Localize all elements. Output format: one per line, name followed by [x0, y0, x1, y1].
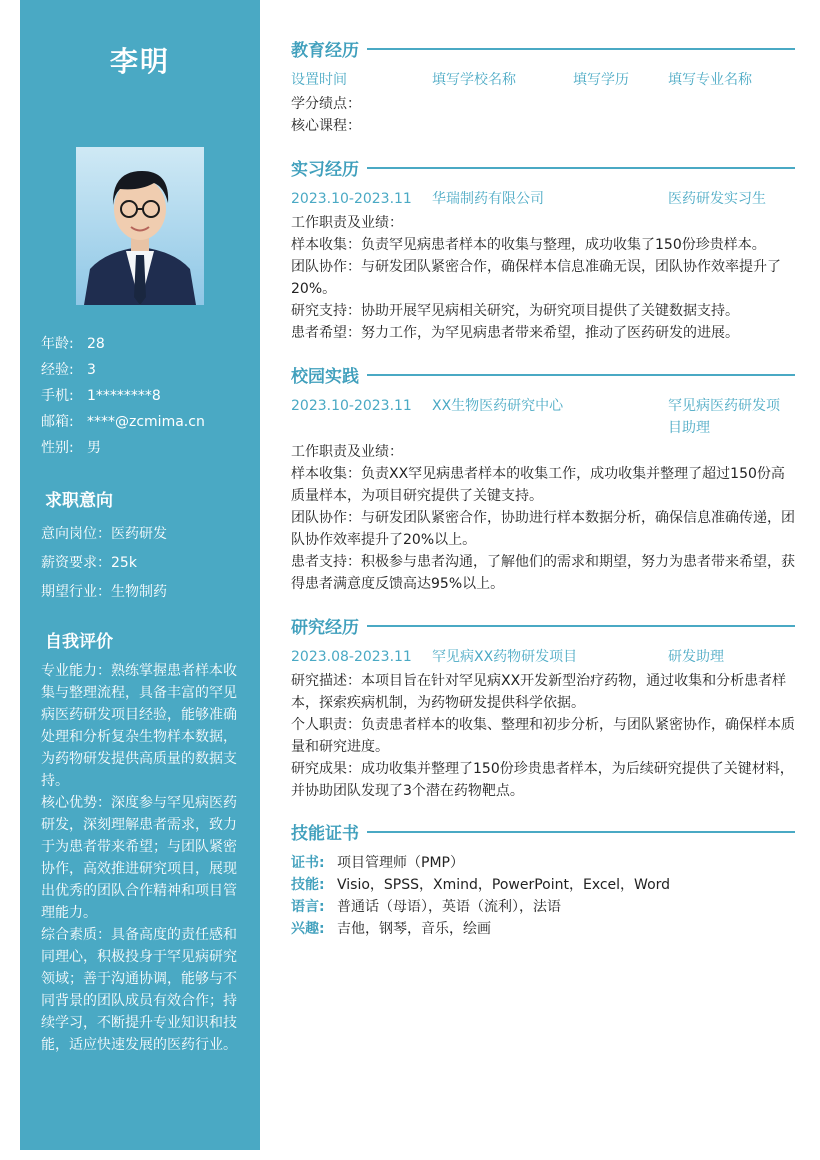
eval-professional: 专业能力：熟练掌握患者样本收集与整理流程，具备丰富的罕见病医药研发项目经验，能够准确处理和分析复杂生物样本数据，为药物研发提供高质量的数据支持。 [41, 663, 237, 789]
intent-position: 意向岗位：医药研发 [41, 526, 167, 542]
internship-time: 2023.10-2023.11 [291, 191, 412, 207]
info-email: 邮箱: ****@zcmima.cn [41, 414, 205, 430]
info-experience: 经验: 3 [41, 362, 96, 378]
detail-line: 样本收集：负责XX罕见病患者样本的收集工作，成功收集并整理了超过150份高质量样本，为项目研究提供了关键支持。 [291, 466, 785, 504]
internship-section-title: 实习经历 [291, 154, 795, 180]
detail-line: 研究描述：本项目旨在针对罕见病XX开发新型治疗药物，通过收集和分析患者样本，探索疾病机制，为药物研发提供科学依据。 [291, 673, 787, 711]
courses-label: 核心课程： [291, 118, 361, 134]
education-details [291, 93, 795, 137]
skill-row-interests: 兴趣: 吉他，钢琴，音乐，绘画 [291, 921, 491, 937]
intent-industry: 期望行业：生物制药 [41, 584, 167, 600]
candidate-name: 李明 [109, 45, 170, 78]
skills-section-title: 技能证书 [291, 818, 795, 844]
intent-salary: 薪资要求：25k [41, 555, 137, 571]
divider [367, 831, 795, 833]
research-details [291, 670, 795, 802]
detail-line: 研究成果：成功收集并整理了150份珍贵患者样本，为后续研究提供了关键材料，并协助团队发现了3个潜在药物靶点。 [291, 761, 794, 799]
skill-row-certificate: 证书: 项目管理师（PMP） [291, 855, 464, 871]
research-section-title: 研究经历 [291, 612, 795, 638]
detail-line: 团队协作：与研发团队紧密合作，协助进行样本数据分析，确保信息准确传递，团队协作效率提升了20%以上。 [291, 510, 795, 548]
detail-line: 工作职责及业绩： [291, 215, 403, 231]
skill-row-language: 语言: 普通话（母语），英语（流利），法语 [291, 899, 561, 915]
divider [367, 48, 795, 50]
eval-quality: 综合素质：具备高度的责任感和同理心，积极投身于罕见病研究领域；善于沟通协调，能够与不同背景的团队成员有效合作；持续学习，不断提升专业知识和技能，适应快速发展的医药行业。 [41, 927, 237, 1053]
education-major: 填写专业名称 [668, 72, 752, 88]
campus-role: 罕见病医药研发项目助理 [668, 398, 780, 436]
info-age: 年龄: 28 [41, 336, 105, 352]
divider [367, 625, 795, 627]
personal-info [41, 334, 205, 464]
divider [367, 374, 795, 376]
research-role: 研发助理 [668, 649, 724, 665]
detail-line: 工作职责及业绩： [291, 444, 403, 460]
campus-org: XX生物医药研究中心 [432, 398, 564, 414]
skill-row-skills: 技能: Visio，SPSS，Xmind，PowerPoint，Excel，Word [291, 877, 671, 893]
research-time: 2023.08-2023.11 [291, 649, 412, 665]
detail-line: 团队协作：与研发团队紧密合作，确保样本信息准确无误，团队协作效率提升了20%。 [291, 259, 781, 297]
job-intent [41, 524, 167, 611]
campus-meta [291, 395, 795, 439]
profile-photo [76, 147, 204, 305]
detail-line: 样本收集：负责罕见病患者样本的收集与整理，成功收集了150份珍贵样本。 [291, 237, 766, 253]
eval-advantage: 核心优势：深度参与罕见病医药研发，深刻理解患者需求，致力于为患者带来希望；与团队紧密协作，高效推进研究项目，展现出优秀的团队合作精神和项目管理能力。 [41, 795, 237, 921]
internship-company: 华瑞制药有限公司 [432, 191, 544, 207]
education-section-title: 教育经历 [291, 35, 795, 61]
detail-line: 患者希望：努力工作，为罕见病患者带来希望，推动了医药研发的进展。 [291, 325, 739, 341]
divider [367, 167, 795, 169]
intent-heading: 求职意向 [45, 491, 113, 511]
gpa-label: 学分绩点： [291, 96, 361, 112]
campus-time: 2023.10-2023.11 [291, 398, 412, 414]
sidebar [20, 0, 260, 1150]
info-phone: 手机: 1********8 [41, 388, 161, 404]
self-evaluation [41, 660, 241, 1056]
education-degree: 填写学历 [573, 72, 629, 88]
education-time: 设置时间 [291, 72, 347, 88]
info-gender: 性别: 男 [41, 440, 101, 456]
detail-line: 研究支持：协助开展罕见病相关研究，为研究项目提供了关键数据支持。 [291, 303, 739, 319]
self-eval-heading: 自我评价 [45, 632, 113, 652]
campus-section-title: 校园实践 [291, 361, 795, 387]
internship-role: 医药研发实习生 [668, 191, 766, 207]
skills-list [291, 852, 670, 940]
detail-line: 患者支持：积极参与患者沟通，了解他们的需求和期望，努力为患者带来希望，获得患者满意度反馈高达95%以上。 [291, 554, 795, 592]
campus-details [291, 441, 795, 595]
research-project: 罕见病XX药物研发项目 [432, 649, 578, 665]
education-school: 填写学校名称 [432, 72, 516, 88]
portrait-image [76, 147, 204, 305]
detail-line: 个人职责：负责患者样本的收集、整理和初步分析，与团队紧密协作，确保样本质量和研究进度。 [291, 717, 795, 755]
internship-details [291, 212, 795, 344]
